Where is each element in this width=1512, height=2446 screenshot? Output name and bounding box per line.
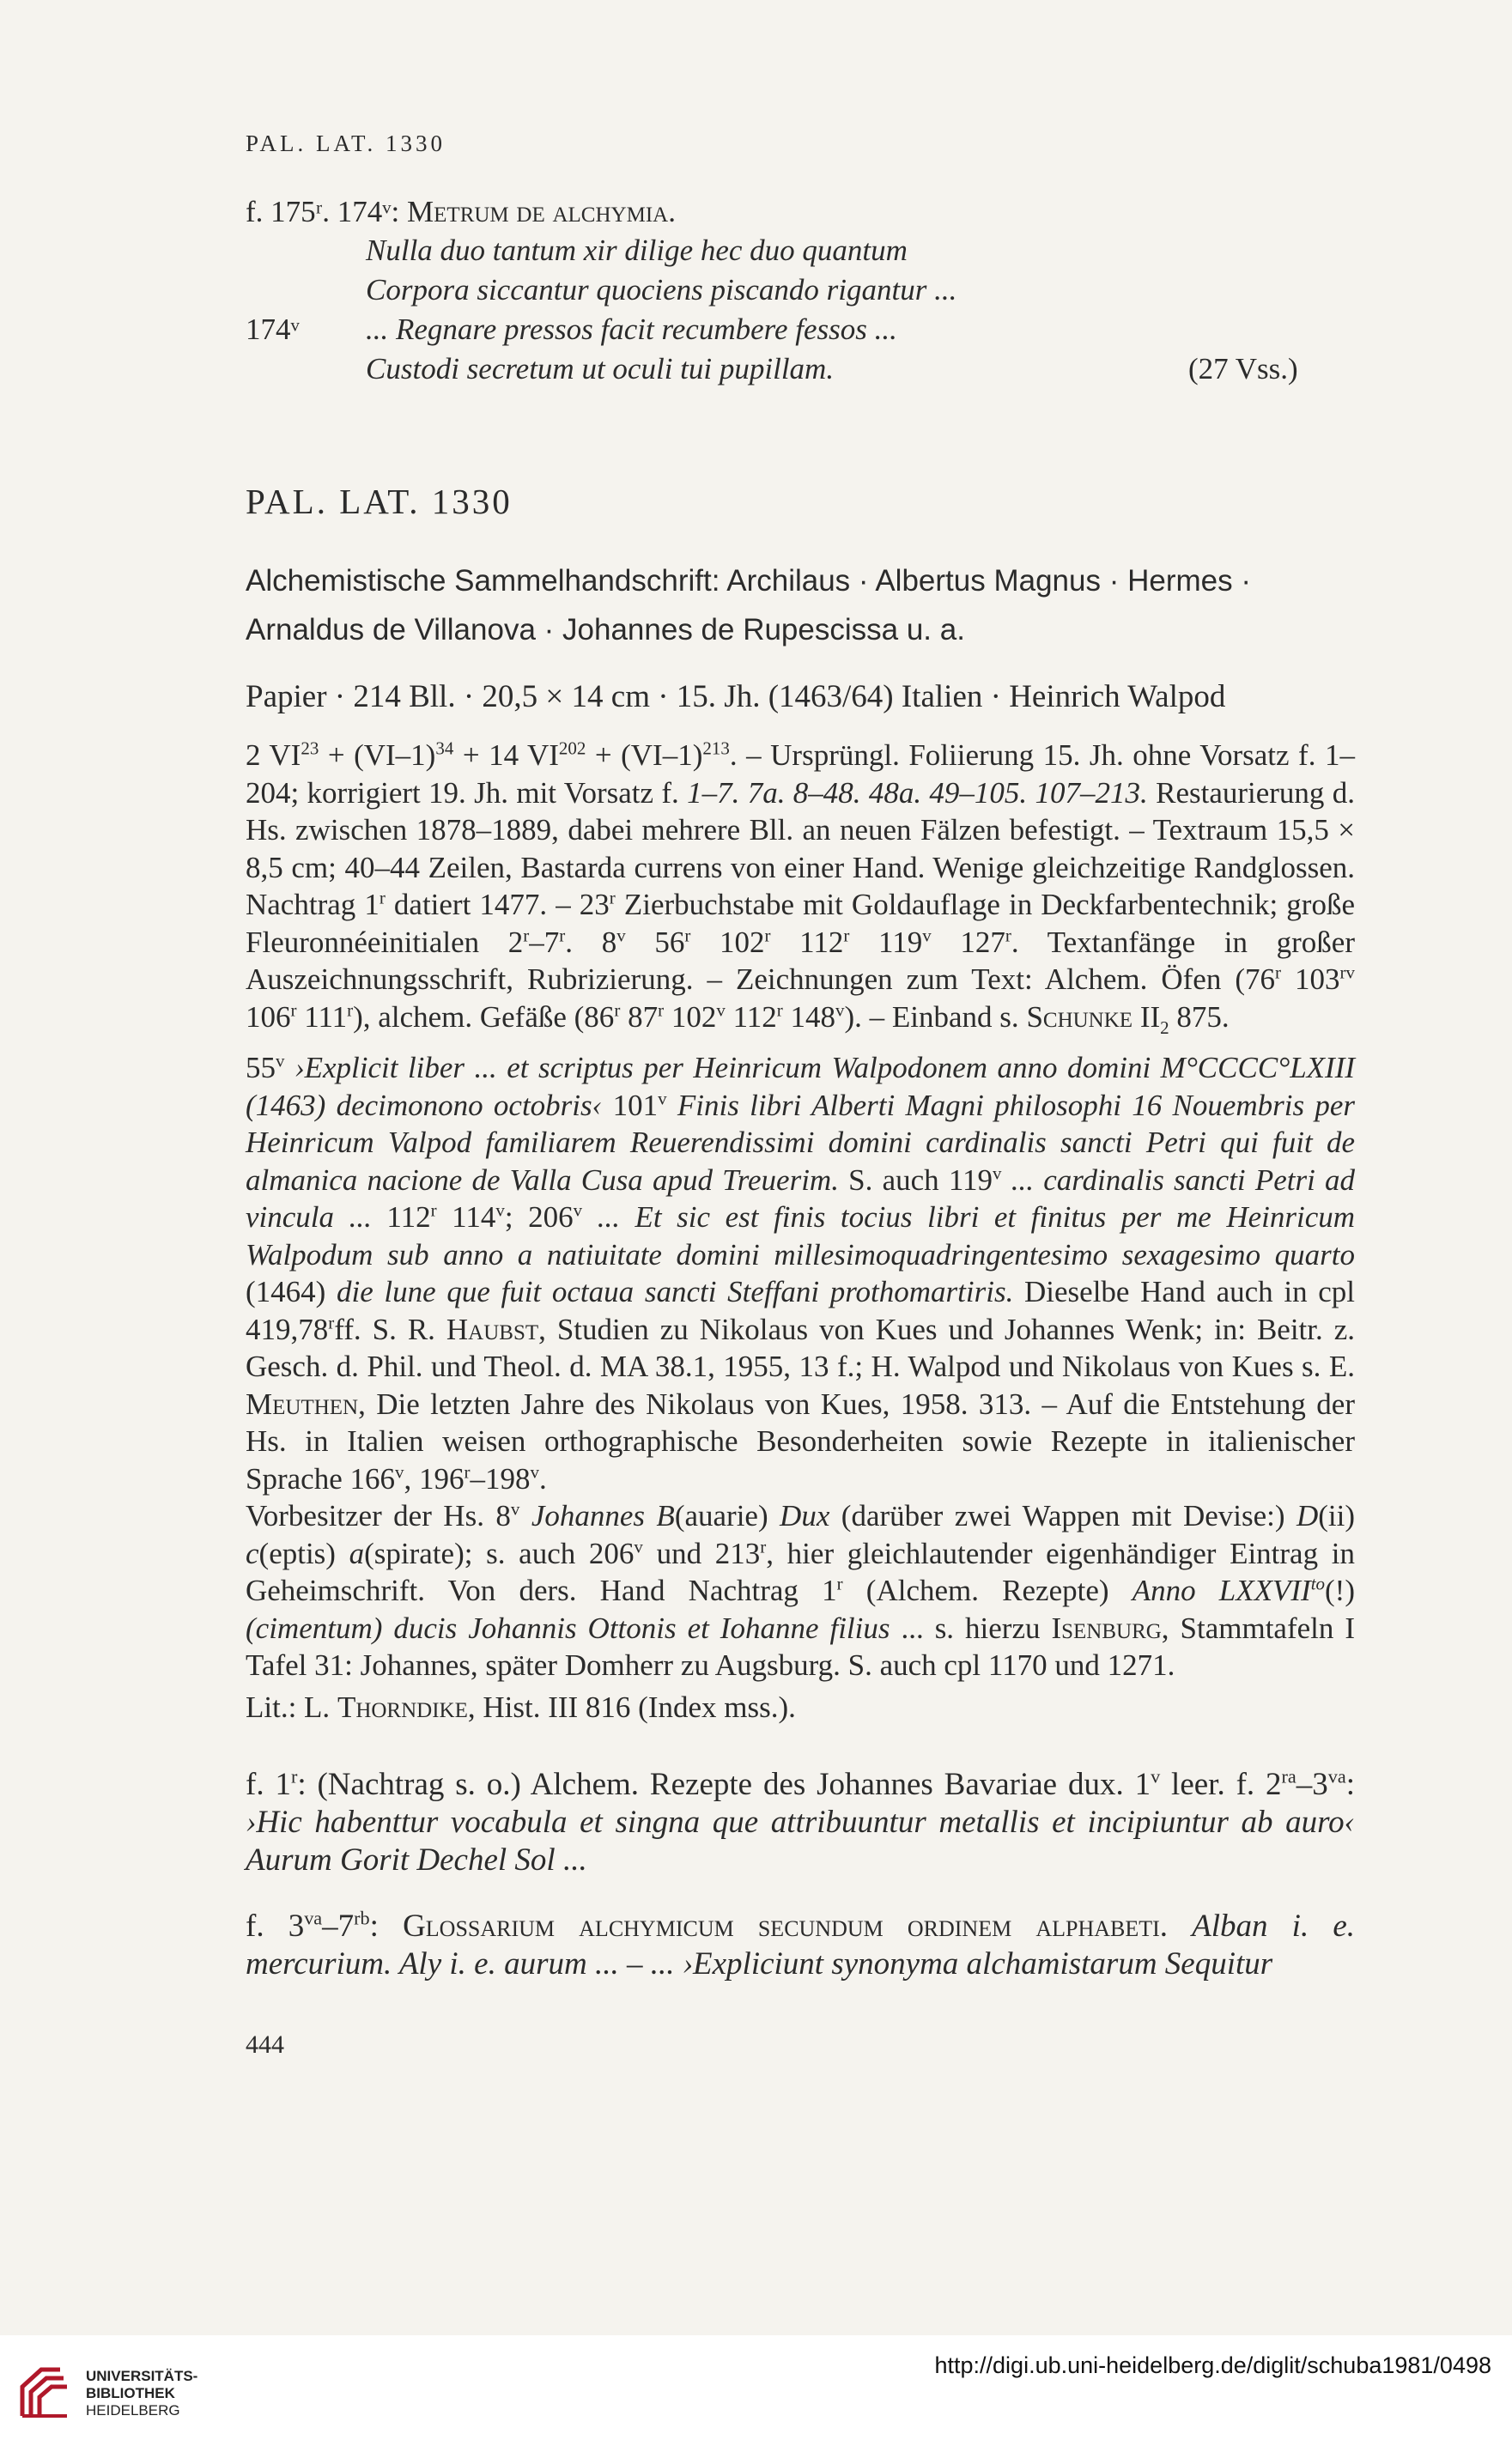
verse-line: Custodi secretum ut oculi tui pupillam. (27 Vss.) bbox=[246, 349, 956, 389]
literature-line: Lit.: L. Thorndike, Hist. III 816 (Index mss.). bbox=[246, 1690, 796, 1724]
verse-line: 174ᵛ ... Regnare pressos facit recumbere fessos ... bbox=[246, 313, 897, 346]
verse-folio-label: f. 175ʳ. 174ᵛ: bbox=[246, 195, 408, 228]
verse-title: Metrum de alchymia. bbox=[407, 195, 676, 228]
codicology-paragraph: 2 $VI^{23} + (VI-1)^{34} + 14$ $VI^{202} + (VI-1)^{213}$. – Ursprüngl. Foliierung 15. Jh. ohne Vorsatz f. 1–204; korrigiert 19. Jh. mit Vorsatz f. 1–7. 7a. 8–48. 48a. 49–105. 107–213. Restaurierung d. Hs. zwischen 1878–1889, dabei mehrere Bll. an neuen Fälzen befestigt. – Textraum 15,5 × 8,5 cm; 40–44 Zeilen, Bastarda currens von einer Hand. Wenige gleichzeitige Randglossen. Nachtrag 1$^r$ datiert 1477. – 23$^r$ Zierbuchstabe mit Goldauflage in Deckfarbentechnik; große Fleuronnéeinitialen 2$^r$–7$^r$. 8$^v$ 56$^r$ 102$^r$ 112$^r$ 119$^v$ 127$^r$. Textanfänge in großer Auszeichnungsschrift, Rubrizierung. – Zeichnungen zum Text: Alchem. Öfen (76$^r$ $103^{rv}$ 106$^r$ 111$^r$), alchem. Gefäße (86$^r$ 87$^r$ 102$^v$ 112$^r$ 148$^v$). – Einband s. Schunke $II_2$ 875. bbox=[246, 737, 1356, 1038]
contents-entry: f. 1$^r$: (Nachtrag s. o.) Alchem. Rezepte des Johannes Bavariae dux. 1$^v$ leer. f. $2^{ra}-3^{va}$: ›Hic habenttur vocabula et singna que attribuuntur metallis et incipiuntur ab auro‹ Aurum Gorit Dechel Sol ... bbox=[246, 1765, 1355, 1878]
footer-bar bbox=[0, 2335, 1512, 2446]
physical-description: Papier · 214 Bll. · 20,5 × 14 cm · 15. Jh. (1463/64) Italien · Heinrich Walpod bbox=[246, 679, 1226, 714]
verse-line: Nulla duo tantum xir dilige hec duo quantum bbox=[366, 234, 908, 267]
verse-line: Corpora siccantur quociens piscando rigantur ... bbox=[366, 273, 957, 307]
contents-entry: f. $3^{va}-7^{rb}$: Glossarium alchymicum secundum ordinem alphabeti. Alban i. e. mercurium. Aly i. e. aurum ... – ... ›Expliciunt synonyma alchamistarum Sequitur bbox=[246, 1907, 1356, 1982]
verse-count: (27 Vss.) bbox=[1188, 352, 1298, 385]
page-number: 444 bbox=[246, 2030, 284, 2059]
library-name: UNIVERSITÄTS- BIBLIOTHEK HEIDELBERG bbox=[86, 2368, 198, 2419]
manuscript-title: Alchemistische Sammelhandschrift: Archilaus · Albertus Magnus · Hermes · Arnaldus de Villanova · Johannes de Rupescissa u. a. bbox=[246, 564, 1251, 646]
source-url-link[interactable]: http://digi.ub.uni-heidelberg.de/diglit/schuba1981/0498 bbox=[934, 2352, 1491, 2378]
shelfmark-heading: PAL. LAT. 1330 bbox=[246, 482, 513, 521]
provenance-paragraph: 55$^v$ ›Explicit liber ... et scriptus per Heinricum Walpodonem anno domini M°CCCC°LXIII (1463) decimonono octobris‹ 101$^v$ Finis libri Alberti Magni philosophi 16 Nouembris per Heinricum Valpod familiarem Reuerendissimi domini cardinalis sancti Petri qui fuit de almanica nacione de Valla Cusa apud Treuerim. S. auch 119$^v$ ... cardinalis sancti Petri ad vincula ... 112$^r$ 114$^v$; 206$^v$ ... Et sic est finis tocius libri et finitus per me Heinricum Walpodum sub anno a natiuitate domini millesimoquadringentesimo sexagesimo quarto (1464) die lune que fuit octaua sancti Steffani prothomartiris. Dieselbe Hand auch in cpl 419,78$^r$ff. S. R. Haubst, Studien zu Nikolaus von Kues und Johannes Wenk; in: Beitr. z. Gesch. d. Phil. und Theol. d. MA 38.1, 1955, 13 f.; H. Walpod und Nikolaus von Kues s. E. Meuthen, Die letzten Jahre des Nikolaus von Kues, 1958. 313. – Auf die Entstehung der Hs. in Italien weisen orthographische Besonderheiten sowie Rezepte in italienischer Sprache 166$^v$, 196$^r$–198$^v$. Vorbesitzer der Hs. 8$^v$ Johannes B(auarie) Dux (darüber zwei Wappen mit Devise:) D(ii) c(eptis) a(spirate); s. auch 206$^v$ und 213$^r$, hier gleichlautender eigenhändiger Eintrag in Geheimschrift. Von ders. Hand Nachtrag 1$^r$ (Alchem. Rezepte) Anno $LXXVII^{to}(!)$ (cimentum) ducis Johannis Ottonis et Iohanne filius ... s. hierzu Isenburg, Stammtafeln I Tafel 31: Johannes, später Domherr zu Augsburg. S. auch cpl 1170 und 1271. bbox=[246, 1050, 1356, 1682]
verse-block bbox=[246, 231, 1298, 389]
verse-heading bbox=[246, 193, 1355, 231]
running-head: PAL. LAT. 1330 bbox=[246, 130, 446, 156]
library-logo-icon bbox=[15, 2363, 72, 2423]
